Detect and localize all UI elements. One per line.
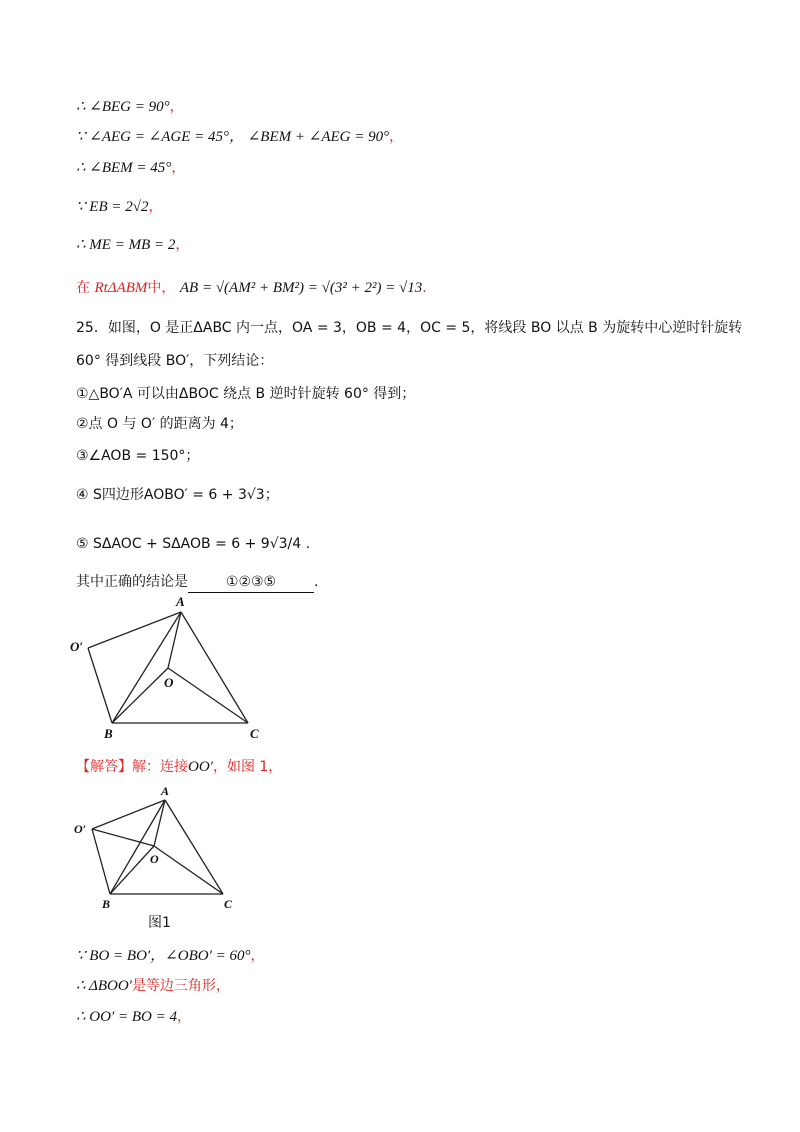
conclusion-4: ④ S四边形AOBO′ = 6 + 3√3；: [76, 487, 279, 503]
text-equilateral: 是等边三角形，: [131, 978, 230, 994]
answer-prefix: 其中正确的结论是: [76, 574, 188, 590]
label-o: O: [164, 675, 174, 690]
conclusion-5: ⑤ SΔAOC + SΔAOB = 6 + 9√3/4 .: [76, 536, 311, 552]
segment-oa: [168, 612, 181, 668]
punct: ，: [389, 129, 404, 145]
math-oo: OO′: [188, 759, 213, 775]
line-ab-result: [76, 278, 427, 298]
math-text: ∴ ∠BEM = 45°: [76, 160, 172, 176]
conclusion-1: ①△BO′A 可以由ΔBOC 绕点 B 逆时针旋转 60° 得到；: [76, 386, 416, 402]
solution-head: [76, 757, 282, 777]
figure-caption: 图1: [148, 915, 171, 931]
math-triangle: RtΔABM: [94, 280, 148, 296]
punct: ，: [175, 237, 190, 253]
edge-oprime-b: [88, 648, 112, 723]
label-o: O: [150, 852, 159, 866]
math-text: ∴ ∠BEG = 90°: [76, 99, 170, 115]
edge-ab: [110, 800, 165, 894]
conclusion-2: ②点 O 与 O′ 的距离为 4；: [76, 416, 243, 432]
label-b: B: [104, 726, 113, 741]
answer-suffix: .: [314, 574, 319, 590]
math-text: ∵ BO = BO′，∠OBO′ = 60°: [76, 948, 251, 964]
problem-line-1: 25．如图，O 是正ΔABC 内一点，OA = 3，OB = 4，OC = 5，将线段 BO 以点 B 为旋转中心逆时针旋转: [76, 320, 743, 336]
edge-ca: [165, 800, 223, 894]
figure-triangle-2: [60, 780, 260, 935]
edge-oprime-b: [92, 829, 110, 894]
text-in: 在: [76, 280, 90, 296]
punct: ，: [171, 160, 186, 176]
math-text: AB = √(AM² + BM²) = √(3² + 2²) = √13: [179, 280, 423, 296]
solution-step-1: [76, 946, 265, 966]
line-bem-45: [76, 158, 185, 178]
label-c: C: [224, 897, 233, 911]
problem-line-2: 60° 得到线段 BO′，下列结论：: [76, 353, 274, 369]
edge-ca: [181, 612, 248, 723]
segment-oo-prime: [92, 829, 154, 846]
segment-oc: [154, 846, 223, 894]
solution-step-3: [76, 1007, 191, 1027]
label-c: C: [250, 726, 259, 741]
punct: ，: [250, 948, 265, 964]
conclusion-3: ③∠AOB = 150°；: [76, 448, 200, 464]
line-beg-90: [76, 97, 184, 117]
line-aeg-age: [76, 127, 403, 147]
punct: .: [422, 280, 427, 296]
segment-oc: [168, 668, 248, 723]
math-text: ∴ ΔBOO′: [76, 978, 132, 994]
figure-triangle-1: [60, 590, 290, 745]
edge-oprime-a: [88, 612, 181, 648]
line-eb: [76, 197, 162, 217]
label-oprime: O′: [74, 822, 87, 836]
punct: ，: [169, 99, 184, 115]
segment-ob: [110, 846, 154, 894]
answer-blank: ①②③⑤: [188, 572, 314, 593]
text-zhong: 中，: [147, 280, 176, 296]
label-a: A: [161, 784, 170, 798]
label-oprime: O′: [70, 639, 84, 654]
punct: ，: [176, 1009, 191, 1025]
line-me-mb: [76, 235, 189, 255]
math-text: ∴ OO′ = BO = 4: [76, 1009, 177, 1025]
math-text: ∴ ME = MB = 2: [76, 237, 176, 253]
edge-ab: [112, 612, 181, 723]
solution-head-tail: ，如图 1，: [212, 759, 283, 775]
math-text: ∵ ∠AEG = ∠AGE = 45°， ∠BEM + ∠AEG = 90°: [76, 129, 390, 145]
segment-oa: [154, 800, 165, 846]
solution-head-text: 【解答】解：连接: [76, 759, 188, 775]
solution-step-2: [76, 976, 230, 996]
segment-ob: [112, 668, 168, 723]
punct: ，: [148, 199, 163, 215]
edge-oprime-a: [92, 800, 165, 829]
label-b: B: [102, 897, 111, 911]
label-a: A: [176, 594, 185, 609]
math-text: ∵ EB = 2√2: [76, 199, 149, 215]
